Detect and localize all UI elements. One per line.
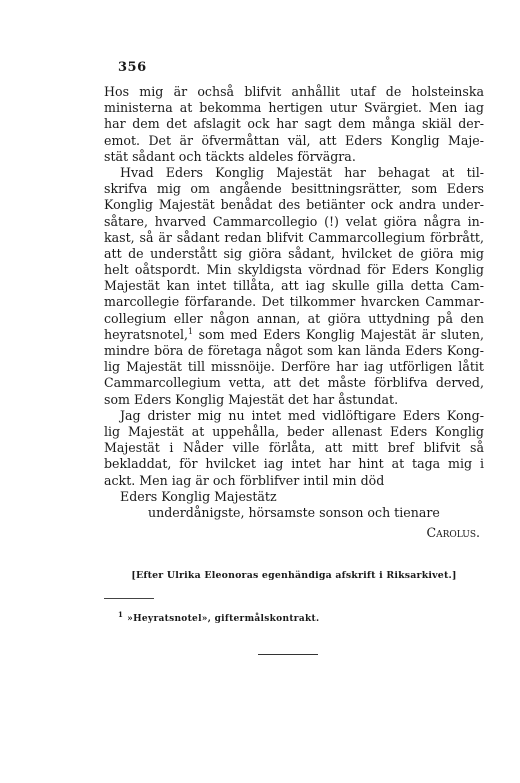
- text-line: Konglig Majestät benådat des betiänter ock andra under-: [104, 197, 484, 213]
- end-rule: [258, 654, 318, 655]
- text-line-with-footnote: [104, 327, 484, 343]
- text-line: som Eders Konglig Majestät det har åstundat.: [104, 391, 399, 407]
- footnote-text: »Heyratsnotel», giftermålskontrakt.: [127, 614, 320, 624]
- text-line: Hos mig är ochså blifvit anhållit utaf de holsteinska: [104, 84, 484, 99]
- footnote-number: 1: [118, 610, 124, 619]
- text-line: helt oåtspordt. Min skyldigsta vördnad för Eders Konglig: [104, 262, 484, 278]
- footnote-divider: [104, 598, 154, 599]
- signature: Carolus.: [426, 525, 480, 541]
- text-line: Majestät kan intet tillåta, att iag skulle gilla detta Cam-: [104, 278, 484, 294]
- text-line: att de understått sig giöra sådant, hvilcket de giöra mig: [104, 245, 484, 261]
- page-number: 356: [118, 60, 147, 75]
- footnote-marker: 1: [187, 326, 194, 336]
- text-line: lig Majestät till missnöije. Derföre har iag utförligen låtit: [104, 359, 484, 375]
- source-note: [Efter Ulrika Eleonoras egenhändiga afskrift i Riksarkivet.]: [131, 570, 457, 581]
- text-line: har dem det afslagit ock har sagt dem många skiäl der-: [104, 116, 484, 132]
- text-line: collegium eller någon annan, at giöra uttydning på den: [104, 310, 484, 326]
- text-line: Hvad Eders Konglig Majestät har behagat at til-: [120, 164, 484, 180]
- text-line: kast, så är sådant redan blifvit Cammarcollegium förbrått,: [104, 229, 484, 245]
- text-line: stät sådant och täckts aldeles förvägra.: [104, 148, 356, 164]
- text-line: ministerna at bekomma hertigen utur Svärgiet. Men iag: [104, 100, 484, 116]
- closing-signoff: underdånigste, hörsamste sonson och tienare: [148, 504, 440, 520]
- text-fragment: som med Eders Konglig Majestät är sluten,: [193, 326, 484, 342]
- text-fragment: heyratsnotel,: [104, 326, 188, 342]
- text-line: mindre böra de företaga något som kan lända Eders Kong-: [104, 343, 484, 358]
- text-line: såtare, hvarved Cammarcollegio (!) velat giöra några in-: [104, 213, 484, 229]
- text-line: Cammarcollegium vetta, att det måste förblifva derved,: [104, 375, 484, 391]
- closing-salutation: Eders Konglig Majestätz: [120, 488, 277, 504]
- text-line: Majestät i Nåder ville förlåta, att mitt bref blifvit så: [104, 440, 484, 456]
- text-line: marcollegie förfarande. Det tilkommer hvarcken Cammar-: [104, 294, 484, 310]
- text-line: Jag drister mig nu intet med vidlöftigare Eders Kong-: [120, 407, 484, 423]
- text-line: emot. Det är öfvermåttan väl, att Eders Konglig Maje-: [104, 132, 484, 148]
- text-line: ackt. Men iag är och förblifver intil min död: [104, 472, 385, 488]
- text-line: bekladdat, för hvilcket iag intet har hint at taga mig i: [104, 456, 484, 472]
- letter-body: [104, 84, 484, 541]
- footnote: [118, 610, 320, 624]
- text-line: lig Majestät at uppehålla, beder allenast Eders Konglig: [104, 423, 484, 439]
- text-line: skrifva mig om angående besittningsrätter, som Eders: [104, 181, 484, 197]
